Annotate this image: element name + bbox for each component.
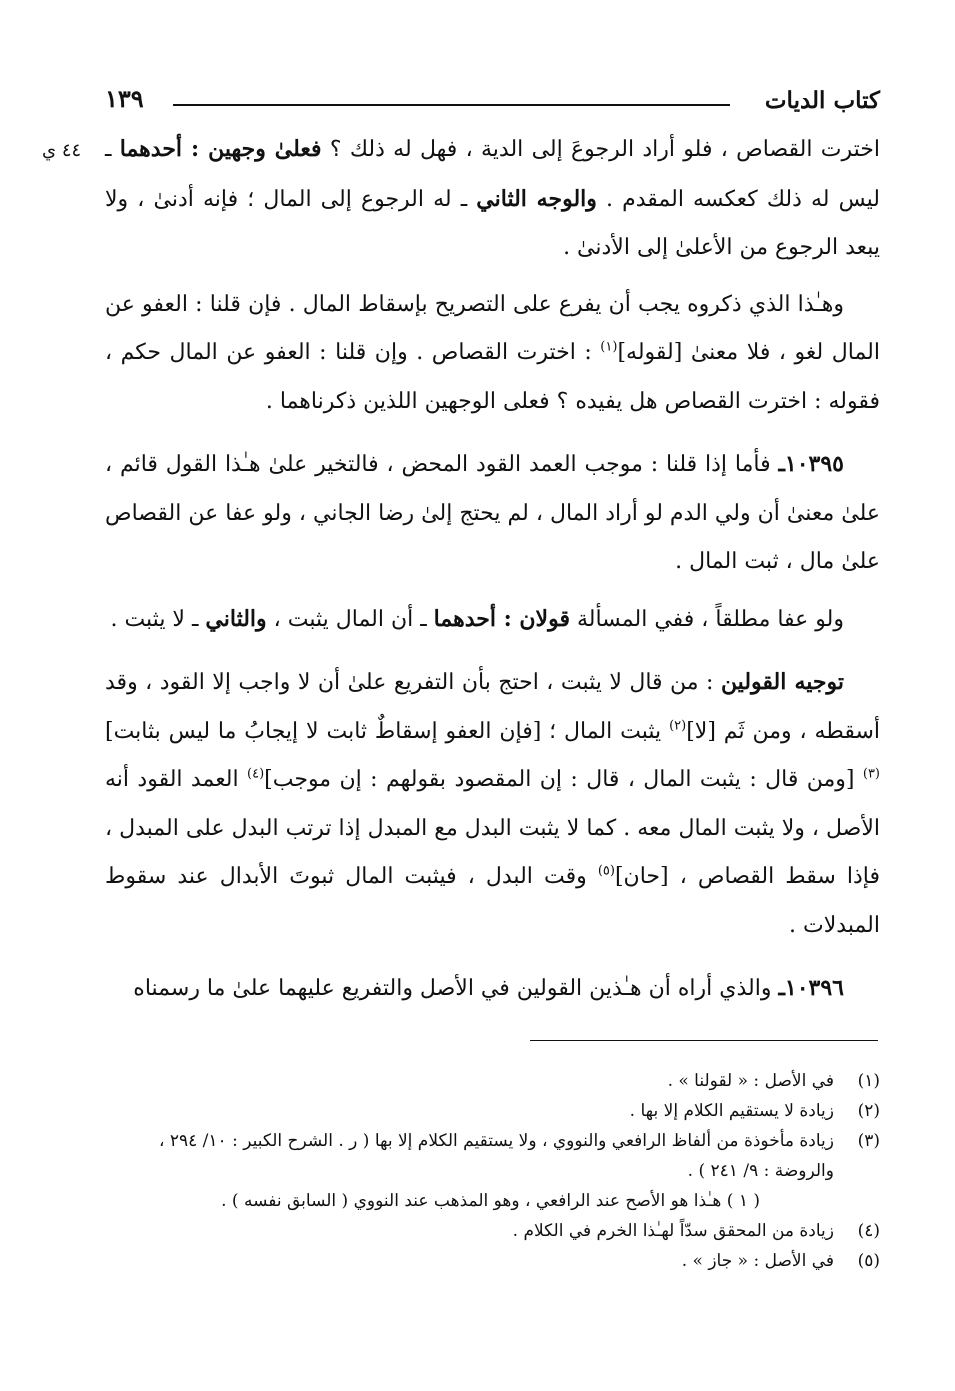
main-text: [105, 125, 880, 1014]
text-run: : من قال لا يثبت ، احتج بأن التفريع علىٰ أن لا واجب إلا القود ، وقد أسقطه ، ومن ثَم [لا]: [105, 670, 880, 744]
footnote-ref[interactable]: (١): [600, 339, 618, 355]
footnote-2: [105, 1096, 880, 1126]
footnote-3: [105, 1126, 880, 1186]
footnote-number: (٢): [857, 1101, 880, 1121]
text-run: وهـٰذا الذي ذكروه يجب أن يفرع على التصريح بإسقاط المال . فإن قلنا : العفو عن المال لغو ، فلا معنىٰ [لقوله]: [105, 291, 880, 365]
header-rule: [173, 104, 730, 106]
footnote-text: في الأصل : « لقولنا » .: [667, 1071, 834, 1091]
text-run: والذي أراه أن هـٰذين القولين في الأصل والتفريع عليهما علىٰ ما رسمناه: [133, 976, 779, 1001]
paragraph-1: [105, 125, 880, 273]
text-run: [ومن قال : يثبت المال ، قال : إن المقصود بقولهم : إن موجب]: [264, 767, 863, 792]
text-run: ـ ليس له ذلك كعكسه المقدم .: [105, 137, 880, 212]
paragraph-4: [105, 595, 880, 645]
text-run: ـ أن المال يثبت ،: [266, 606, 434, 632]
text-run: يثبت المال ؛ [فإن العفو إسقاطٌ ثابت لا إيجابُ ما ليس بثابت]: [105, 718, 670, 744]
footnote-5: [105, 1246, 880, 1276]
text-run: ـ لا يثبت .: [110, 606, 206, 632]
footnote-number: (٥): [857, 1251, 880, 1271]
section-number: ١٠٣٩٦ـ: [778, 975, 844, 1001]
page-number: ١٣٩: [105, 84, 144, 113]
paragraph-6: [105, 964, 880, 1014]
footnote-ref[interactable]: (٤): [247, 766, 265, 782]
bold-run: والثاني: [205, 605, 267, 632]
footnote-text: في الأصل : « جاز » .: [681, 1251, 834, 1271]
footnote-text: زيادة لا يستقيم الكلام إلا بها .: [629, 1101, 834, 1121]
footnote-3-subnote: [105, 1186, 880, 1216]
footnote-text: زيادة مأخوذة من ألفاظ الرافعي والنووي ، ولا يستقيم الكلام إلا بها ( ر . الشرح الكبير : ١٠/ ٢٩٤ ، والروضة : ٩/ ٢٤١ ) .: [158, 1131, 834, 1181]
text-run: العمد القود أنه الأصل ، ولا يثبت المال معه . كما لا يثبت البدل مع المبدل إذا ترتب البدل على المبدل ، فإذا سقط القصاص ، [حان]: [105, 767, 880, 889]
text-run: اخترت القصاص ، فلو أراد الرجوعَ إلى الدية ، فهل له ذلك ؟: [321, 137, 880, 162]
section-number: ١٠٣٩٥ـ: [778, 451, 844, 477]
running-header: [105, 82, 880, 122]
text-run: وقت البدل ، فيثبت المال ثبوتَ الأبدال عند سقوط المبدلات .: [105, 864, 880, 938]
paragraph-3: [105, 440, 880, 587]
text-run: : اخترت القصاص . وإن قلنا : العفو عن المال حكم ، فقوله : اخترت القصاص هل يفيده ؟ فعلى الوجهين اللذين ذكرناهما .: [105, 340, 880, 414]
footnote-4: [105, 1216, 880, 1246]
footnote-1: [105, 1066, 880, 1096]
marginal-folio-note: ٤٤ ي: [42, 140, 82, 161]
footnote-ref[interactable]: (٣): [862, 766, 880, 782]
footnote-ref[interactable]: (٥): [597, 863, 615, 879]
bold-run: قولان : أحدهما: [433, 605, 570, 632]
chapter-title: كتاب الديات: [764, 87, 880, 114]
bold-run: توجيه القولين: [720, 669, 844, 695]
footnote-number: (٤): [857, 1221, 880, 1241]
bold-run: والوجه الثاني: [476, 185, 597, 212]
footnotes: [105, 1066, 880, 1276]
text-run: ـ له الرجوع إلى المال ؛ فإنه أدنىٰ ، ولا يبعد الرجوع من الأعلىٰ إلى الأدنىٰ .: [105, 186, 880, 260]
text-run: ولو عفا مطلقاً ، ففي المسألة: [569, 606, 844, 632]
footnote-text: زيادة من المحقق سدّاً لهـٰذا الخرم في الكلام .: [512, 1221, 834, 1241]
footnote-number: (١): [857, 1071, 880, 1091]
footnote-number: (٣): [857, 1131, 880, 1151]
paragraph-5: [105, 658, 880, 950]
bold-run: فعلىٰ وجهين : أحدهما: [119, 136, 322, 162]
footnote-ref[interactable]: (٢): [669, 718, 687, 734]
footnote-text: ( ١ ) هـٰذا هو الأصح عند الرافعي ، وهو المذهب عند النووي ( السابق نفسه ) .: [221, 1191, 760, 1211]
paragraph-2: [105, 281, 880, 427]
footnote-separator: [530, 1040, 878, 1041]
text-run: فأما إذا قلنا : موجب العمد القود المحض ، فالتخير علىٰ هـٰذا القول قائم ، علىٰ معنىٰ أن ولي الدم لو أراد المال ، لم يحتج إلىٰ رضا الجاني ، ولو عفا عن القصاص علىٰ مال ، ثبت المال .: [105, 452, 880, 574]
